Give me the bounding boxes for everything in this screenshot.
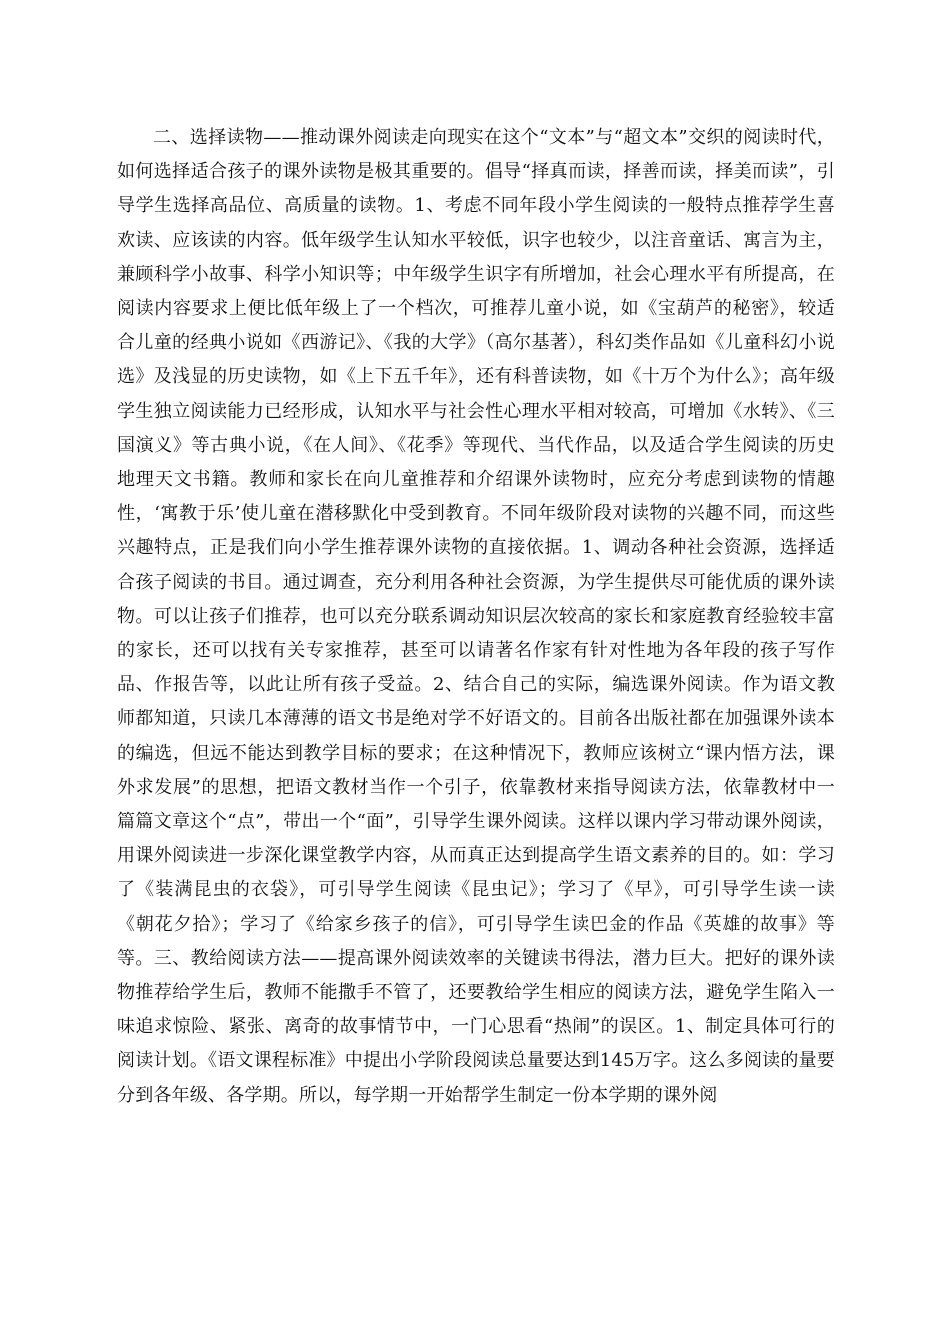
body-paragraph: 二、选择读物——推动课外阅读走向现实在这个“文本”与“超文本”交织的阅读时代，如何选择适合孩子的课外读物是极其重要的。倡导“择真而读，择善而读，择美而读”，引导学生选择高品位、高质量的读物。1、考虑不同年段小学生阅读的一般特点推荐学生喜欢读、应该读的内容。低年级学生认知水平较低，识字也较少，以注音童话、寓言为主，兼顾科学小故事、科学小知识等；中年级学生识字有所增加，社会心理水平有所提高，在阅读内容要求上便比低年级上了一个档次，可推荐儿童小说，如《宝葫芦的秘密》，较适合儿童的经典小说如《西游记》、《我的大学》（高尔基著），科幻类作品如《儿童科幻小说选》及浅显的历史读物，如《上下五千年》，还有科普读物，如《十万个为什么》；高年级学生独立阅读能力已经形成，认知水平与社会性心理水平相对较高，可增加《水转》、《三国演义》等古典小说，《在人间》、《花季》等现代、当代作品，以及适合学生阅读的历史地理天文书籍。教师和家长在向儿童推荐和介绍课外读物时，应充分考虑到读物的情趣性，‘寓教于乐’使儿童在潜移默化中受到教育。不同年级阶段对读物的兴趣不同，而这些兴趣特点，正是我们向小学生推荐课外读物的直接依据。1、调动各种社会资源，选择适合孩子阅读的书目。通过调查，充分利用各种社会资源，为学生提供尽可能优质的课外读物。可以让孩子们推荐，也可以充分联系调动知识层次较高的家长和家庭教育经验较丰富的家长，还可以找有关专家推荐，甚至可以请著名作家有针对性地为各年段的孩子写作品、作报告等，以此让所有孩子受益。2、结合自己的实际，编选课外阅读。作为语文教师都知道，只读几本薄薄的语文书是绝对学不好语文的。目前各出版社都在加强课外读本的编选，但远不能达到教学目标的要求；在这种情况下，教师应该树立“课内悟方法，课外求发展”的思想，把语文教材当作一个引子，依靠教材来指导阅读方法，依靠教材中一篇篇文章这个“点”，带出一个“面”，引导学生课外阅读。这样以课内学习带动课外阅读，用课外阅读进一步深化课堂教学内容，从而真正达到提高学生语文素养的目的。如：学习了《装满昆虫的衣袋》，可引导学生阅读《昆虫记》；学习了《早》，可引导学生读一读《朝花夕拾》；学习了《给家乡孩子的信》，可引导学生读巴金的作品《英雄的故事》等等。三、教给阅读方法——提高课外阅读效率的关键读书得法，潜力巨大。把好的课外读物推荐给学生后，教师不能撒手不管了，还要教给学生相应的阅读方法，避免学生陷入一味追求惊险、紧张、离奇的故事情节中，一门心思看“热闹”的误区。1、制定具体可行的阅读计划。《语文课程标准》中提出小学阶段阅读总量要达到145万字。这么多阅读的量要分到各年级、各学期。所以，每学期一开始帮学生制定一份本学期的课外阅 <box>117 127 835 1106</box>
